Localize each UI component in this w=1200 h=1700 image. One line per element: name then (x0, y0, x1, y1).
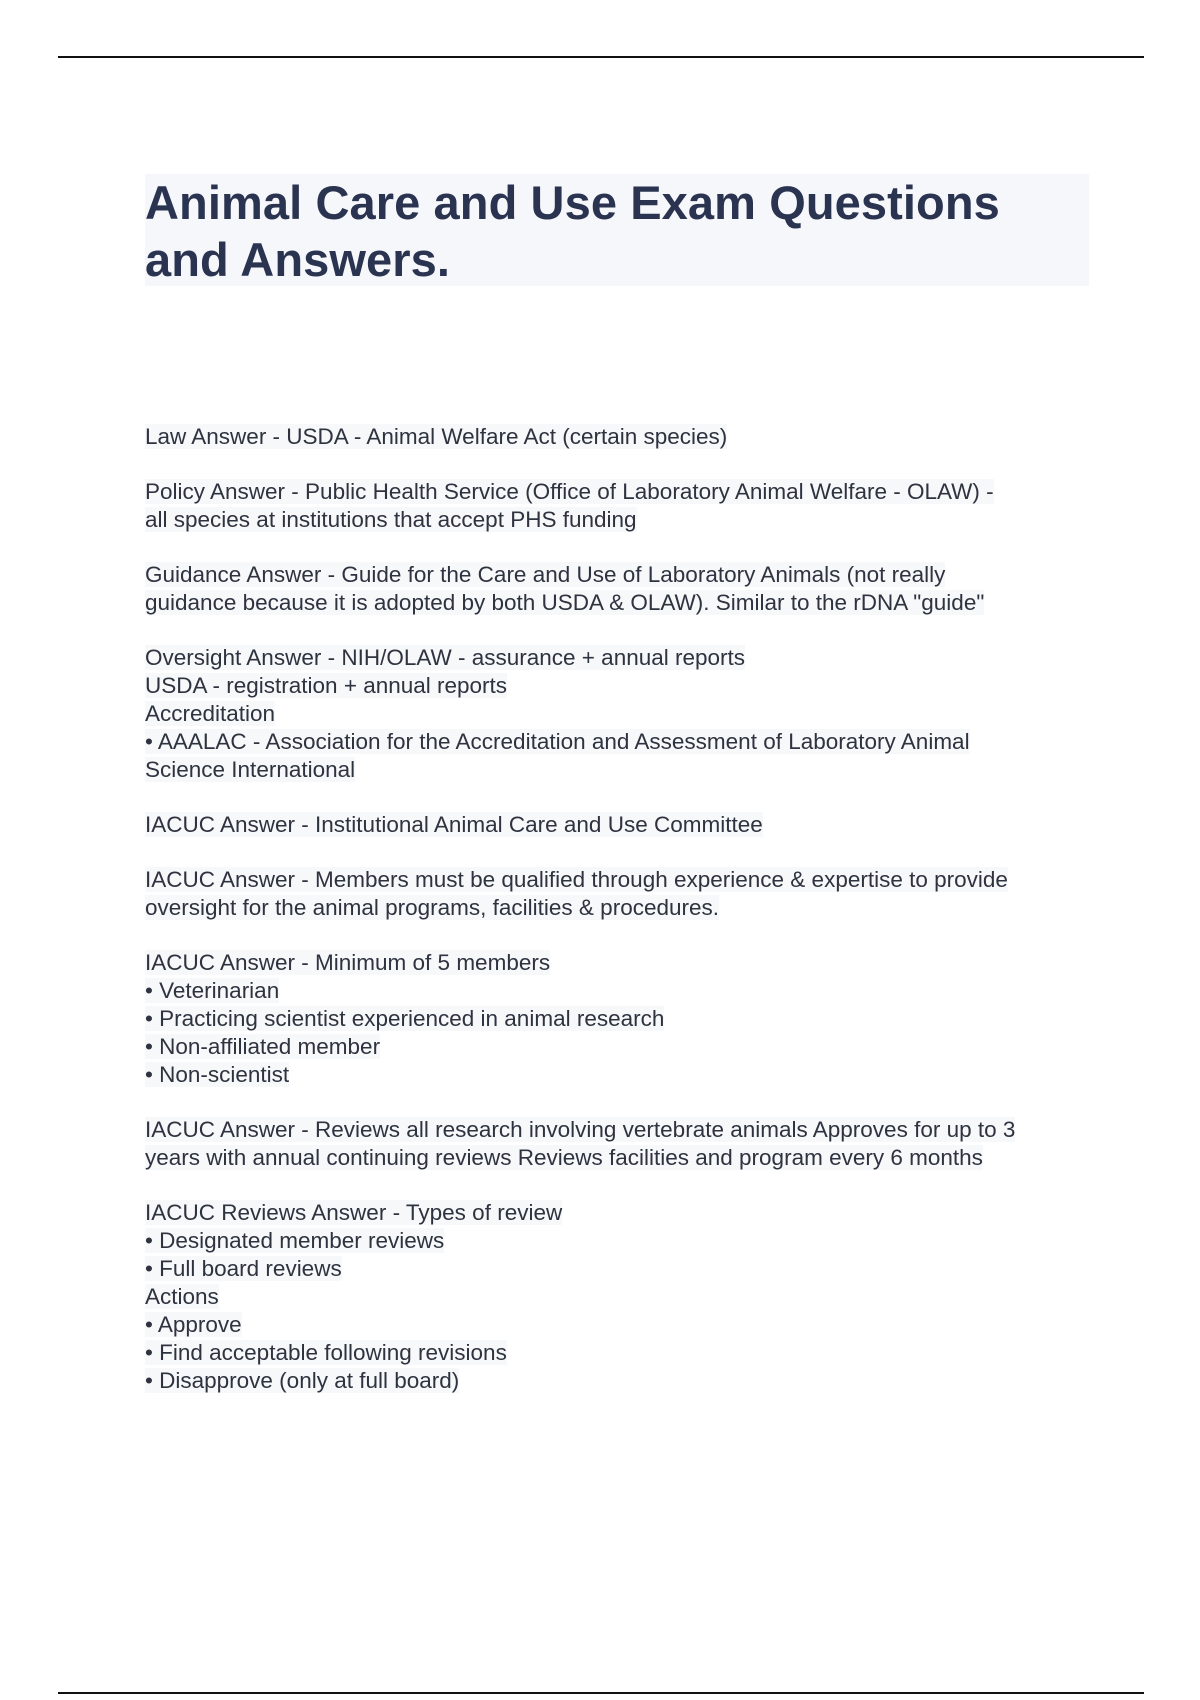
qa-line: Science International (145, 757, 356, 782)
qa-line: • Non-affiliated member (145, 1034, 381, 1059)
qa-line: guidance because it is adopted by both USDA & OLAW). Similar to the rDNA "guide" (145, 590, 985, 615)
qa-line: oversight for the animal programs, facilities & procedures. (145, 895, 720, 920)
qa-line: • Designated member reviews (145, 1228, 445, 1253)
qa-entry-oversight (145, 644, 1095, 784)
title-block (145, 174, 1089, 286)
qa-line: Policy Answer - Public Health Service (Office of Laboratory Animal Welfare - OLAW) - (145, 479, 994, 504)
qa-line: • Full board reviews (145, 1256, 342, 1281)
qa-entry-guidance (145, 561, 1095, 617)
qa-entry-iacuc-definition (145, 811, 1095, 839)
qa-line: • Find acceptable following revisions (145, 1340, 507, 1365)
qa-line: • Disapprove (only at full board) (145, 1368, 460, 1393)
qa-line: Law Answer - USDA - Animal Welfare Act (certain species) (145, 424, 728, 449)
qa-line: IACUC Answer - Minimum of 5 members (145, 950, 551, 975)
qa-line: USDA - registration + annual reports (145, 673, 508, 698)
qa-entry-iacuc-minimum-members (145, 949, 1095, 1089)
qa-line: Actions (145, 1284, 219, 1309)
document-title: Animal Care and Use Exam Questions and Answers. (145, 176, 1000, 286)
qa-line: • Approve (145, 1312, 242, 1337)
qa-line: IACUC Answer - Institutional Animal Care and Use Committee (145, 812, 763, 837)
qa-entry-law (145, 423, 1095, 451)
qa-entry-iacuc-review-types (145, 1199, 1095, 1395)
qa-line: all species at institutions that accept PHS funding (145, 507, 637, 532)
bottom-rule (58, 1692, 1144, 1694)
qa-line: IACUC Reviews Answer - Types of review (145, 1200, 563, 1225)
qa-line: Guidance Answer - Guide for the Care and Use of Laboratory Animals (not really (145, 562, 946, 587)
qa-line: • Practicing scientist experienced in animal research (145, 1006, 665, 1031)
qa-list (145, 423, 1095, 1422)
qa-line: • AAALAC - Association for the Accreditation and Assessment of Laboratory Animal (145, 729, 970, 754)
qa-entry-policy (145, 478, 1095, 534)
top-rule (58, 56, 1144, 58)
qa-line: years with annual continuing reviews Reviews facilities and program every 6 months (145, 1145, 983, 1170)
qa-entry-iacuc-reviews-research (145, 1116, 1095, 1172)
qa-line: IACUC Answer - Reviews all research involving vertebrate animals Approves for up to 3 (145, 1117, 1016, 1142)
qa-line: Accreditation (145, 701, 276, 726)
qa-line: • Veterinarian (145, 978, 280, 1003)
qa-entry-iacuc-members-qualified (145, 866, 1095, 922)
qa-line: Oversight Answer - NIH/OLAW - assurance + annual reports (145, 645, 746, 670)
qa-line: IACUC Answer - Members must be qualified through experience & expertise to provide (145, 867, 1008, 892)
qa-line: • Non-scientist (145, 1062, 290, 1087)
